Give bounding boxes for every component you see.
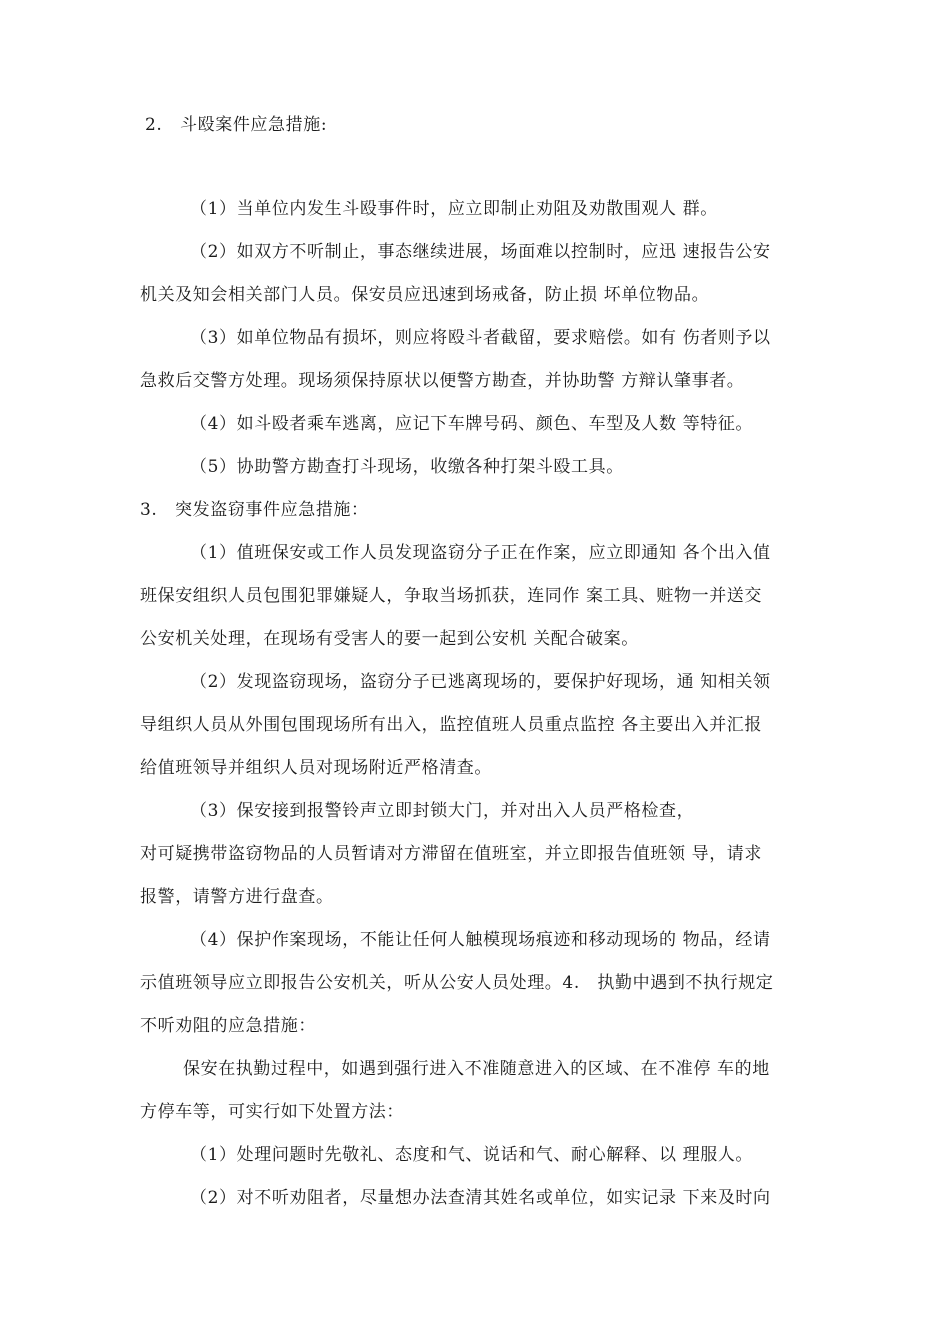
paragraph-line: 急救后交警方处理。现场须保持原状以便警方勘查，并协助警 方辩认肇事者。: [140, 371, 745, 391]
heading-fight-incident: 2. 斗殴案件应急措施:: [145, 115, 328, 135]
paragraph-line: （1）值班保安或工作人员发现盗窃分子正在作案，应立即通知 各个出入值: [190, 543, 771, 563]
heading-noncompliance: 不听劝阻的应急措施：: [140, 1016, 316, 1036]
paragraph-line: 导组织人员从外围包围现场所有出入，监控值班人员重点监控 各主要出入并汇报: [140, 715, 763, 735]
paragraph-line: （2）发现盗窃现场，盗窃分子已逃离现场的，要保护好现场，通 知相关领: [190, 672, 771, 692]
paragraph-line: （3）如单位物品有损坏，则应将殴斗者截留，要求赔偿。如有 伤者则予以: [190, 328, 771, 348]
paragraph-line: 方停车等，可实行如下处置方法：: [140, 1102, 404, 1122]
paragraph-line: 班保安组织人员包围犯罪嫌疑人，争取当场抓获，连同作 案工具、赃物一并送交: [140, 586, 763, 606]
paragraph-line: 给值班领导并组织人员对现场附近严格清查。: [140, 758, 492, 778]
paragraph-line: （1）处理问题时先敬礼、态度和气、说话和气、耐心解释、以 理服人。: [190, 1145, 754, 1165]
paragraph-line: （1）当单位内发生斗殴事件时，应立即制止劝阻及劝散围观人 群。: [190, 199, 718, 219]
paragraph-line: （2）对不听劝阻者，尽量想办法查清其姓名或单位，如实记录 下来及时向: [190, 1188, 771, 1208]
paragraph-line: （3）保安接到报警铃声立即封锁大门，并对出入人员严格检查，: [190, 801, 695, 821]
paragraph-line: 保安在执勤过程中，如遇到强行进入不准随意进入的区域、在不准停 车的地: [183, 1059, 770, 1079]
paragraph-line: 对可疑携带盗窃物品的人员暂请对方滞留在值班室，并立即报告值班领 导，请求: [140, 844, 763, 864]
paragraph-line: 机关及知会相关部门人员。保安员应迅速到场戒备，防止损 坏单位物品。: [140, 285, 710, 305]
paragraph-line: 公安机关处理，在现场有受害人的要一起到公安机 关配合破案。: [140, 629, 639, 649]
paragraph-line: （5）协助警方勘查打斗现场，收缴各种打架斗殴工具。: [190, 457, 624, 477]
paragraph-line: 示值班领导应立即报告公安机关，听从公安人员处理。4. 执勤中遇到不执行规定: [140, 973, 774, 993]
paragraph-line: （4）保护作案现场，不能让任何人触模现场痕迹和移动现场的 物品，经请: [190, 930, 771, 950]
heading-theft-incident: 3. 突发盗窃事件应急措施：: [140, 500, 369, 520]
paragraph-line: （4）如斗殴者乘车逃离，应记下车牌号码、颜色、车型及人数 等特征。: [190, 414, 754, 434]
paragraph-line: （2）如双方不听制止，事态继续进展，场面难以控制时，应迅 速报告公安: [190, 242, 771, 262]
paragraph-line: 报警，请警方进行盘查。: [140, 887, 334, 907]
